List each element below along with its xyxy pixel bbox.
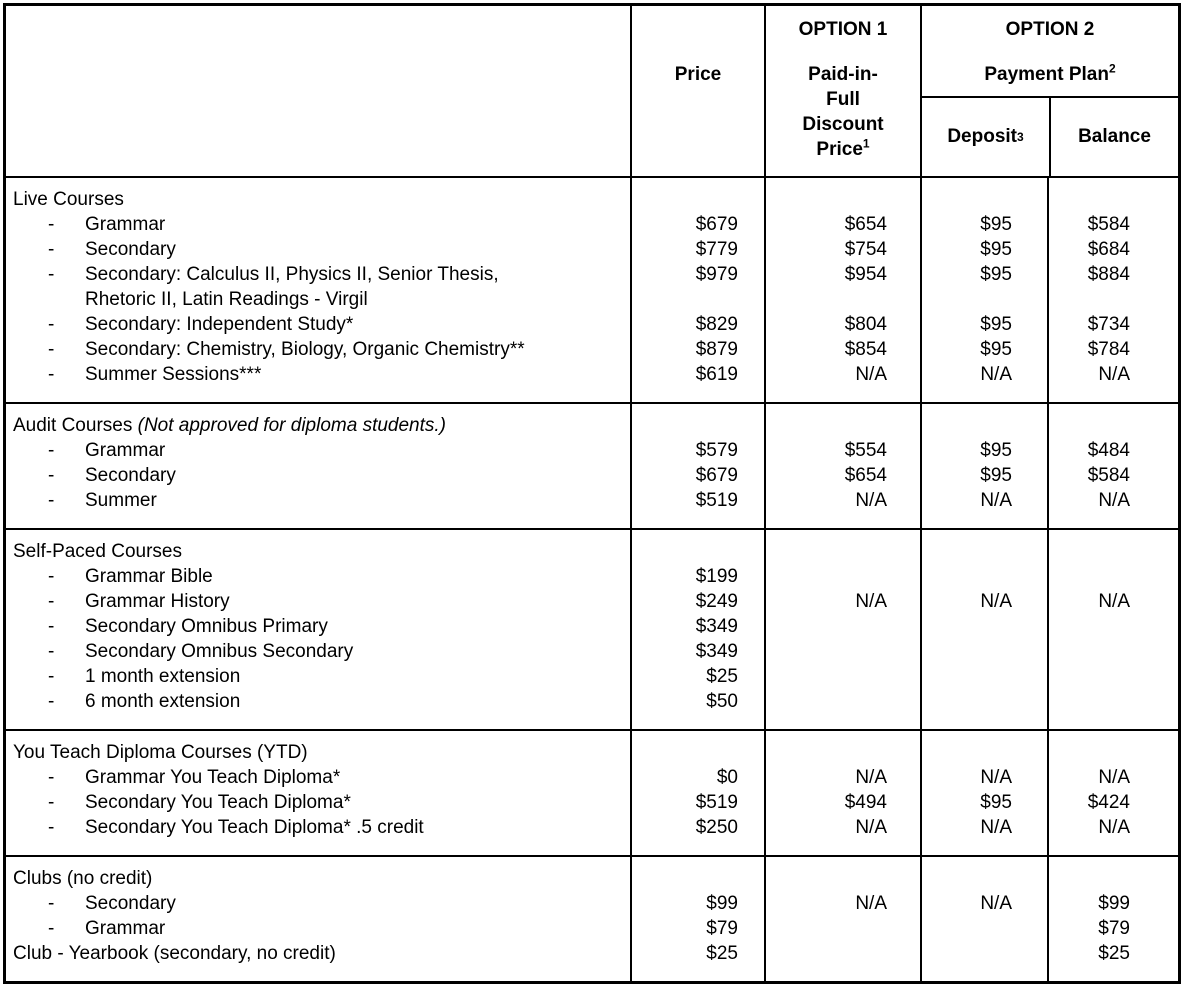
option1-cell [764,731,920,855]
price-value: $349 [695,641,738,662]
balance-value: $884 [1087,264,1130,285]
option1-subtitle-line: Discount [802,114,884,135]
label-text: Secondary You Teach Diploma* [85,792,351,813]
deposit-value: $95 [980,792,1012,813]
option1-value: $654 [844,465,887,486]
deposit-cell [920,731,1047,855]
course-item [6,916,630,941]
label-text: Audit Courses [13,415,138,436]
price-value: $25 [706,666,738,687]
italic-note: (Not approved for diploma students.) [137,415,447,436]
course-description-cell [6,178,630,402]
balance-value [1049,639,1130,664]
course-item [6,639,630,664]
deposit-value: $95 [980,264,1012,285]
label-text: Secondary [85,465,176,486]
option1-value [766,664,887,689]
course-item [6,262,630,287]
deposit-value: N/A [980,364,1012,385]
bullet-dash: - [48,440,55,461]
option1-value [766,689,887,714]
deposit-value [922,941,1012,966]
option1-price-word: Price [816,139,863,160]
deposit-value [922,740,1012,765]
deposit-value: N/A [980,893,1012,914]
label-text: Grammar [85,918,166,939]
deposit-value: $95 [980,239,1012,260]
option1-value [766,941,887,966]
label-text: Grammar You Teach Diploma* [85,767,341,788]
price-value: $619 [695,364,738,385]
label-text: Secondary: Independent Study* [85,314,354,335]
option1-value [766,187,887,212]
option1-value: N/A [855,591,887,612]
deposit-value [922,866,1012,891]
option1-value [766,740,887,765]
balance-value [1049,689,1130,714]
course-item [6,790,630,815]
option1-subtitle [766,62,920,162]
balance-cell [1047,404,1178,528]
balance-value: N/A [1098,364,1130,385]
option1-value [766,916,887,941]
deposit-value: N/A [980,817,1012,838]
deposit-value: N/A [980,767,1012,788]
bullet-dash: - [48,264,55,285]
price-value [632,413,738,438]
option1-value [766,539,887,564]
label-text: Grammar Bible [85,566,213,587]
label-text: Grammar [85,440,166,461]
course-description-header-cell [6,6,630,176]
section-title [6,941,630,966]
course-item [6,337,630,362]
course-description-cell [6,404,630,528]
balance-value: N/A [1098,817,1130,838]
balance-value [1049,187,1130,212]
price-value: $349 [695,616,738,637]
label-text: Secondary Omnibus Secondary [85,641,354,662]
footnote-superscript: 2 [1108,61,1116,76]
balance-value [1049,664,1130,689]
bullet-dash: - [48,591,55,612]
bullet-dash: - [48,817,55,838]
option1-title: OPTION 1 [798,19,888,40]
balance-cell [1047,857,1178,981]
label-text: Secondary: Chemistry, Biology, Organic Chemistry** [85,339,525,360]
section-clubs [6,855,1178,981]
label-text: Rhetoric II, Latin Readings - Virgil [85,289,368,310]
price-value: $779 [695,239,738,260]
option1-subtitle-line: Full [826,89,860,110]
deposit-value [922,564,1012,589]
price-cell [630,731,764,855]
course-item [6,689,630,714]
course-item [6,664,630,689]
price-value: $679 [695,465,738,486]
course-item [6,463,630,488]
table-header [6,6,1178,176]
balance-value: $584 [1087,465,1130,486]
price-value: $79 [706,918,738,939]
option1-value: $954 [844,264,887,285]
balance-value: $99 [1098,893,1130,914]
option1-value: $554 [844,440,887,461]
deposit-value: $95 [980,440,1012,461]
option1-value: $494 [844,792,887,813]
price-cell [630,857,764,981]
section-title [6,740,630,765]
label-text: Summer [85,490,157,511]
deposit-value: N/A [980,591,1012,612]
balance-value: $424 [1087,792,1130,813]
option2-subcolumns [922,96,1178,176]
deposit-value: $95 [980,339,1012,360]
course-item [6,312,630,337]
label-text: Summer Sessions*** [85,364,262,385]
section-self-paced-courses [6,528,1178,729]
section-title [6,187,630,212]
section-live-courses [6,176,1178,402]
balance-value: $684 [1087,239,1130,260]
column-header-price [630,6,764,176]
course-description-cell [6,731,630,855]
deposit-cell [920,178,1047,402]
price-value: $519 [695,490,738,511]
label-text: Secondary You Teach Diploma* .5 credit [85,817,424,838]
deposit-value: $95 [980,214,1012,235]
bullet-dash: - [48,918,55,939]
course-item [6,589,630,614]
balance-cell [1047,530,1178,729]
price-value: $50 [706,691,738,712]
option1-value [766,564,887,589]
label-text: Grammar History [85,591,230,612]
deposit-label: Deposit [947,126,1017,147]
bullet-dash: - [48,792,55,813]
price-value [632,866,738,891]
label-text: Secondary [85,893,176,914]
balance-value: $484 [1087,440,1130,461]
course-description-cell [6,530,630,729]
course-item [6,815,630,840]
label-text: Live Courses [13,189,124,210]
balance-value [1049,564,1130,589]
balance-value: N/A [1098,591,1130,612]
price-value: $250 [695,817,738,838]
option1-value: $804 [844,314,887,335]
course-item [6,362,630,387]
option1-value: N/A [855,817,887,838]
column-header-option2 [920,6,1178,176]
bullet-dash: - [48,767,55,788]
deposit-value [922,639,1012,664]
price-cell [630,178,764,402]
section-title [6,866,630,891]
course-item [6,765,630,790]
option1-value [766,866,887,891]
course-item [6,488,630,513]
label-text: You Teach Diploma Courses (YTD) [13,742,308,763]
option1-subtitle-line [766,137,920,162]
price-value: $679 [695,214,738,235]
price-header-label: Price [674,64,722,85]
bullet-dash: - [48,239,55,260]
price-value: $99 [706,893,738,914]
balance-value: N/A [1098,490,1130,511]
bullet-dash: - [48,364,55,385]
course-item [6,237,630,262]
column-header-balance: Balance [1049,98,1178,176]
balance-value: $79 [1098,918,1130,939]
bullet-dash: - [48,314,55,335]
price-cell [630,404,764,528]
price-value [632,187,738,212]
price-value: $519 [695,792,738,813]
balance-value [1049,614,1130,639]
option1-value [766,287,887,312]
bullet-dash: - [48,566,55,587]
deposit-cell [920,530,1047,729]
bullet-dash: - [48,214,55,235]
price-value: $579 [695,440,738,461]
option1-cell [764,178,920,402]
deposit-cell [920,857,1047,981]
section-you-teach-diploma-courses [6,729,1178,855]
price-value: $249 [695,591,738,612]
column-header-option1 [764,6,920,176]
course-item [6,614,630,639]
price-value: $829 [695,314,738,335]
bullet-dash: - [48,339,55,360]
table-body [6,176,1178,981]
option1-value [766,413,887,438]
option1-cell [764,530,920,729]
payment-plan-label: Payment Plan [984,64,1109,85]
balance-value [1049,740,1130,765]
balance-value [1049,287,1130,312]
balance-value: $584 [1087,214,1130,235]
bullet-dash: - [48,666,55,687]
section-title [6,539,630,564]
balance-value: N/A [1098,767,1130,788]
deposit-value [922,664,1012,689]
option2-subtitle [922,62,1178,87]
deposit-value [922,287,1012,312]
option2-title-area [922,6,1178,96]
label-text: Grammar [85,214,166,235]
option1-value: N/A [855,767,887,788]
tuition-pricing-table [3,3,1181,984]
price-cell [630,530,764,729]
section-title [6,413,630,438]
deposit-value [922,413,1012,438]
option1-value [766,614,887,639]
label-text: Clubs (no credit) [13,868,153,889]
option1-cell [764,404,920,528]
deposit-value: $95 [980,314,1012,335]
price-value [632,740,738,765]
course-item-continuation [6,287,630,312]
price-value [632,287,738,312]
deposit-value [922,689,1012,714]
balance-value [1049,413,1130,438]
option1-value: $854 [844,339,887,360]
course-item [6,564,630,589]
balance-value [1049,866,1130,891]
balance-cell [1047,731,1178,855]
label-text: Secondary [85,239,176,260]
option1-value: N/A [855,364,887,385]
option1-value: N/A [855,893,887,914]
label-text: Club - Yearbook (secondary, no credit) [13,943,336,964]
section-audit-courses [6,402,1178,528]
column-header-deposit: Deposit 3 [947,126,1024,147]
label-text: Self-Paced Courses [13,541,182,562]
bullet-dash: - [48,641,55,662]
option1-value: $654 [844,214,887,235]
deposit-value [922,916,1012,941]
label-text: Secondary: Calculus II, Physics II, Senior Thesis, [85,264,499,285]
bullet-dash: - [48,465,55,486]
label-text: 6 month extension [85,691,241,712]
option2-title: OPTION 2 [1005,19,1095,40]
price-value: $0 [716,767,738,788]
course-item [6,212,630,237]
option1-cell [764,857,920,981]
deposit-cell [920,404,1047,528]
course-item [6,438,630,463]
deposit-value: N/A [980,490,1012,511]
price-value: $25 [706,943,738,964]
bullet-dash: - [48,616,55,637]
price-value [632,539,738,564]
balance-value [1049,539,1130,564]
footnote-superscript: 1 [862,136,870,151]
option1-value: $754 [844,239,887,260]
balance-cell [1047,178,1178,402]
label-text: Secondary Omnibus Primary [85,616,328,637]
course-description-cell [6,857,630,981]
deposit-value [922,614,1012,639]
price-value: $879 [695,339,738,360]
price-value: $199 [695,566,738,587]
deposit-value: $95 [980,465,1012,486]
option1-value [766,639,887,664]
balance-value: $734 [1087,314,1130,335]
label-text: 1 month extension [85,666,241,687]
price-value: $979 [695,264,738,285]
bullet-dash: - [48,691,55,712]
bullet-dash: - [48,490,55,511]
option1-subtitle-line: Paid-in- [808,64,878,85]
option1-value: N/A [855,490,887,511]
balance-value: $25 [1098,943,1130,964]
deposit-value [922,539,1012,564]
bullet-dash: - [48,893,55,914]
deposit-value [922,187,1012,212]
course-item [6,891,630,916]
balance-value: $784 [1087,339,1130,360]
